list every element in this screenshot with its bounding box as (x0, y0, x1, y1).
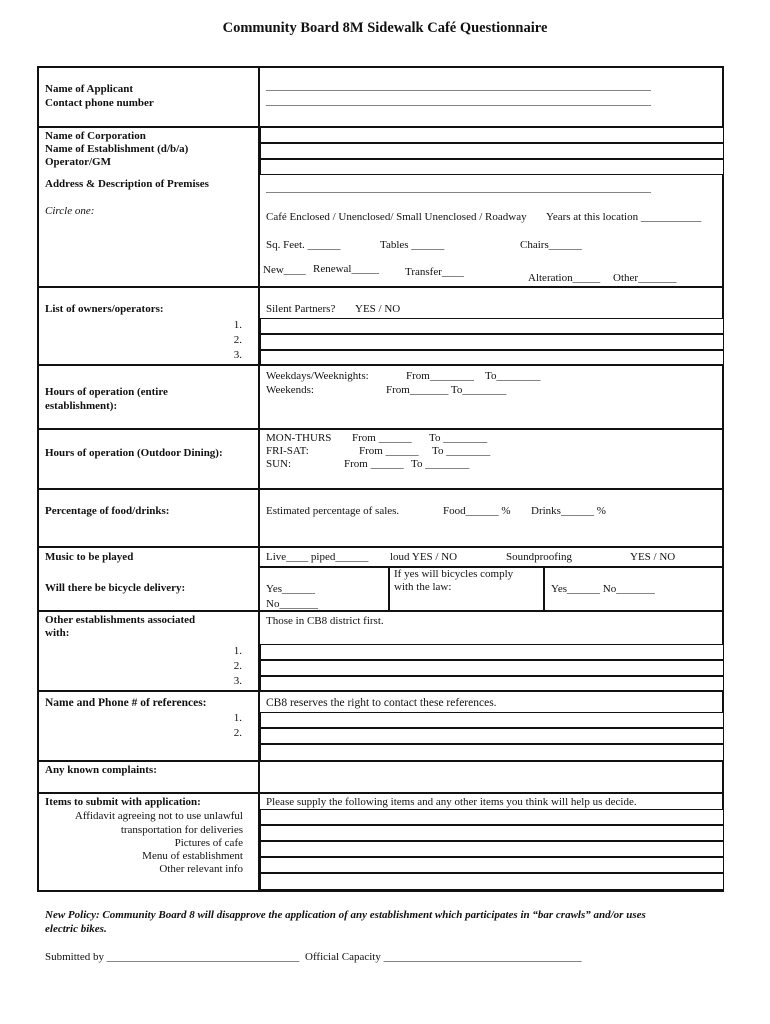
renewal-option[interactable]: Renewal_____ (313, 263, 379, 275)
reference-field-1[interactable] (260, 712, 724, 728)
soundproofing-label: Soundproofing (506, 551, 572, 563)
new-option[interactable]: New____ (263, 264, 306, 276)
establishment-number: 1. (233, 645, 242, 657)
operator-label: Operator/GM (45, 156, 111, 168)
establishment-field-2[interactable] (260, 660, 724, 676)
tables-field[interactable]: Tables ______ (380, 239, 445, 251)
bicycle-delivery-label: Will there be bicycle delivery: (45, 582, 186, 594)
applicant-name-label: Name of Applicant (45, 83, 133, 95)
mon-thurs-from[interactable]: From ______ (352, 432, 412, 444)
bicycle-comply-question: If yes will bicycles comply (394, 568, 514, 580)
loud-yes-no[interactable]: loud YES / NO (390, 551, 458, 563)
other-establishments-label-2: with: (45, 627, 70, 639)
corporation-label: Name of Corporation (45, 130, 146, 142)
transfer-option[interactable]: Transfer____ (405, 266, 464, 278)
items-field-4[interactable] (260, 857, 724, 873)
items-field-1[interactable] (260, 809, 724, 825)
complaints-label: Any known complaints: (45, 764, 157, 776)
silent-partners-yes-no[interactable]: YES / NO (355, 303, 401, 315)
soundproofing-yes-no[interactable]: YES / NO (630, 551, 676, 563)
fri-sat-from[interactable]: From ______ (359, 445, 419, 457)
sun-from[interactable]: From ______ (344, 458, 404, 470)
alteration-option[interactable]: Alteration_____ (528, 272, 601, 284)
mon-thurs-label: MON-THURS (266, 432, 332, 444)
silent-partners-label: Silent Partners? (266, 303, 336, 315)
bicycle-no-field[interactable]: No_______ (266, 598, 318, 610)
items-list-item: Affidavit agreeing not to use unlawful (74, 810, 243, 822)
cafe-type-options[interactable]: Café Enclosed / Unenclosed/ Small Unenclosed / Roadway (266, 211, 527, 223)
bicycle-comply-question-2: with the law: (394, 581, 452, 593)
corporation-field[interactable] (260, 127, 724, 143)
estimated-sales-label: Estimated percentage of sales. (266, 505, 400, 517)
establishment-number: 2. (233, 660, 242, 672)
fri-sat-to[interactable]: To ________ (432, 445, 491, 457)
other-option[interactable]: Other_______ (613, 272, 677, 284)
contact-phone-label: Contact phone number (45, 97, 154, 109)
sq-feet-field[interactable]: Sq. Feet. ______ (266, 239, 341, 251)
items-field-5[interactable] (260, 873, 724, 890)
owner-number: 1. (233, 319, 242, 331)
weekends-label: Weekends: (266, 384, 314, 396)
bicycle-comply-answer[interactable]: Yes______ No_______ (551, 583, 655, 595)
references-label: Name and Phone # of references: (45, 697, 207, 709)
operator-field[interactable] (260, 159, 724, 175)
hours-entire-label-2: establishment): (45, 400, 118, 412)
items-note: Please supply the following items and any other items you think will help us decide. (266, 796, 637, 808)
applicant-name-blank[interactable]: ______________________________________________________________________ (266, 80, 651, 92)
owner-field-2[interactable] (260, 334, 724, 350)
weekends-from-to[interactable]: From_______ To________ (386, 384, 507, 396)
sun-label: SUN: (266, 458, 292, 470)
bicycle-yes-field[interactable]: Yes______ (266, 583, 316, 595)
items-list-item: Pictures of cafe (174, 837, 243, 849)
weekdays-to[interactable]: To________ (485, 370, 541, 382)
mon-thurs-to[interactable]: To ________ (429, 432, 488, 444)
reference-field-2[interactable] (260, 728, 724, 744)
premises-address-blank[interactable]: ______________________________________________________________________ (266, 182, 651, 194)
fri-sat-label: FRI-SAT: (266, 445, 309, 457)
premises-label: Address & Description of Premises (45, 178, 209, 190)
reference-number: 1. (233, 712, 242, 724)
weekdays-label: Weekdays/Weeknights: (266, 370, 369, 382)
sun-to[interactable]: To ________ (411, 458, 470, 470)
hours-outdoor-label: Hours of operation (Outdoor Dining): (45, 447, 223, 459)
establishment-field-3[interactable] (260, 676, 724, 691)
contact-phone-blank[interactable]: ______________________________________________________________________ (266, 95, 651, 107)
owner-number: 3. (233, 349, 242, 361)
items-list-item: Other relevant info (159, 863, 243, 875)
references-note: CB8 reserves the right to contact these references. (266, 697, 497, 709)
owners-label: List of owners/operators: (45, 303, 164, 315)
establishment-field[interactable] (260, 143, 724, 159)
circle-one-label: Circle one: (45, 205, 95, 217)
weekdays-from[interactable]: From________ (406, 370, 474, 382)
owner-number: 2. (233, 334, 242, 346)
owner-field-1[interactable] (260, 318, 724, 334)
owner-field-3[interactable] (260, 350, 724, 365)
items-list-item: Menu of establishment (142, 850, 243, 862)
establishment-number: 3. (233, 675, 242, 687)
items-field-2[interactable] (260, 825, 724, 841)
hours-entire-label: Hours of operation (entire (45, 386, 168, 398)
reference-number: 2. (233, 727, 242, 739)
reference-field-3[interactable] (260, 744, 724, 761)
items-label: Items to submit with application: (45, 796, 201, 808)
submitted-by-field[interactable]: Submitted by ___________________________________ (45, 951, 300, 963)
establishment-label: Name of Establishment (d/b/a) (45, 143, 189, 155)
other-establishments-note: Those in CB8 district first. (266, 615, 384, 627)
page-title: Community Board 8M Sidewalk Café Questionnaire (222, 20, 548, 36)
food-percent-field[interactable]: Food______ % (443, 505, 511, 517)
policy-note-2: electric bikes. (45, 923, 107, 935)
years-at-location[interactable]: Years at this location ___________ (546, 211, 702, 223)
items-list-item: transportation for deliveries (120, 824, 243, 836)
other-establishments-label: Other establishments associated (45, 614, 196, 626)
music-label: Music to be played (45, 551, 134, 563)
items-field-3[interactable] (260, 841, 724, 857)
establishment-field-1[interactable] (260, 644, 724, 660)
live-piped-field[interactable]: Live____ piped______ (266, 551, 369, 563)
drinks-percent-field[interactable]: Drinks______ % (531, 505, 606, 517)
official-capacity-field[interactable]: Official Capacity ____________________________________ (305, 951, 582, 963)
policy-note: New Policy: Community Board 8 will disapprove the application of any establishment which participates in “bar crawls” and/or uses (45, 909, 646, 921)
food-drinks-label: Percentage of food/drinks: (45, 505, 170, 517)
chairs-field[interactable]: Chairs______ (520, 239, 582, 251)
